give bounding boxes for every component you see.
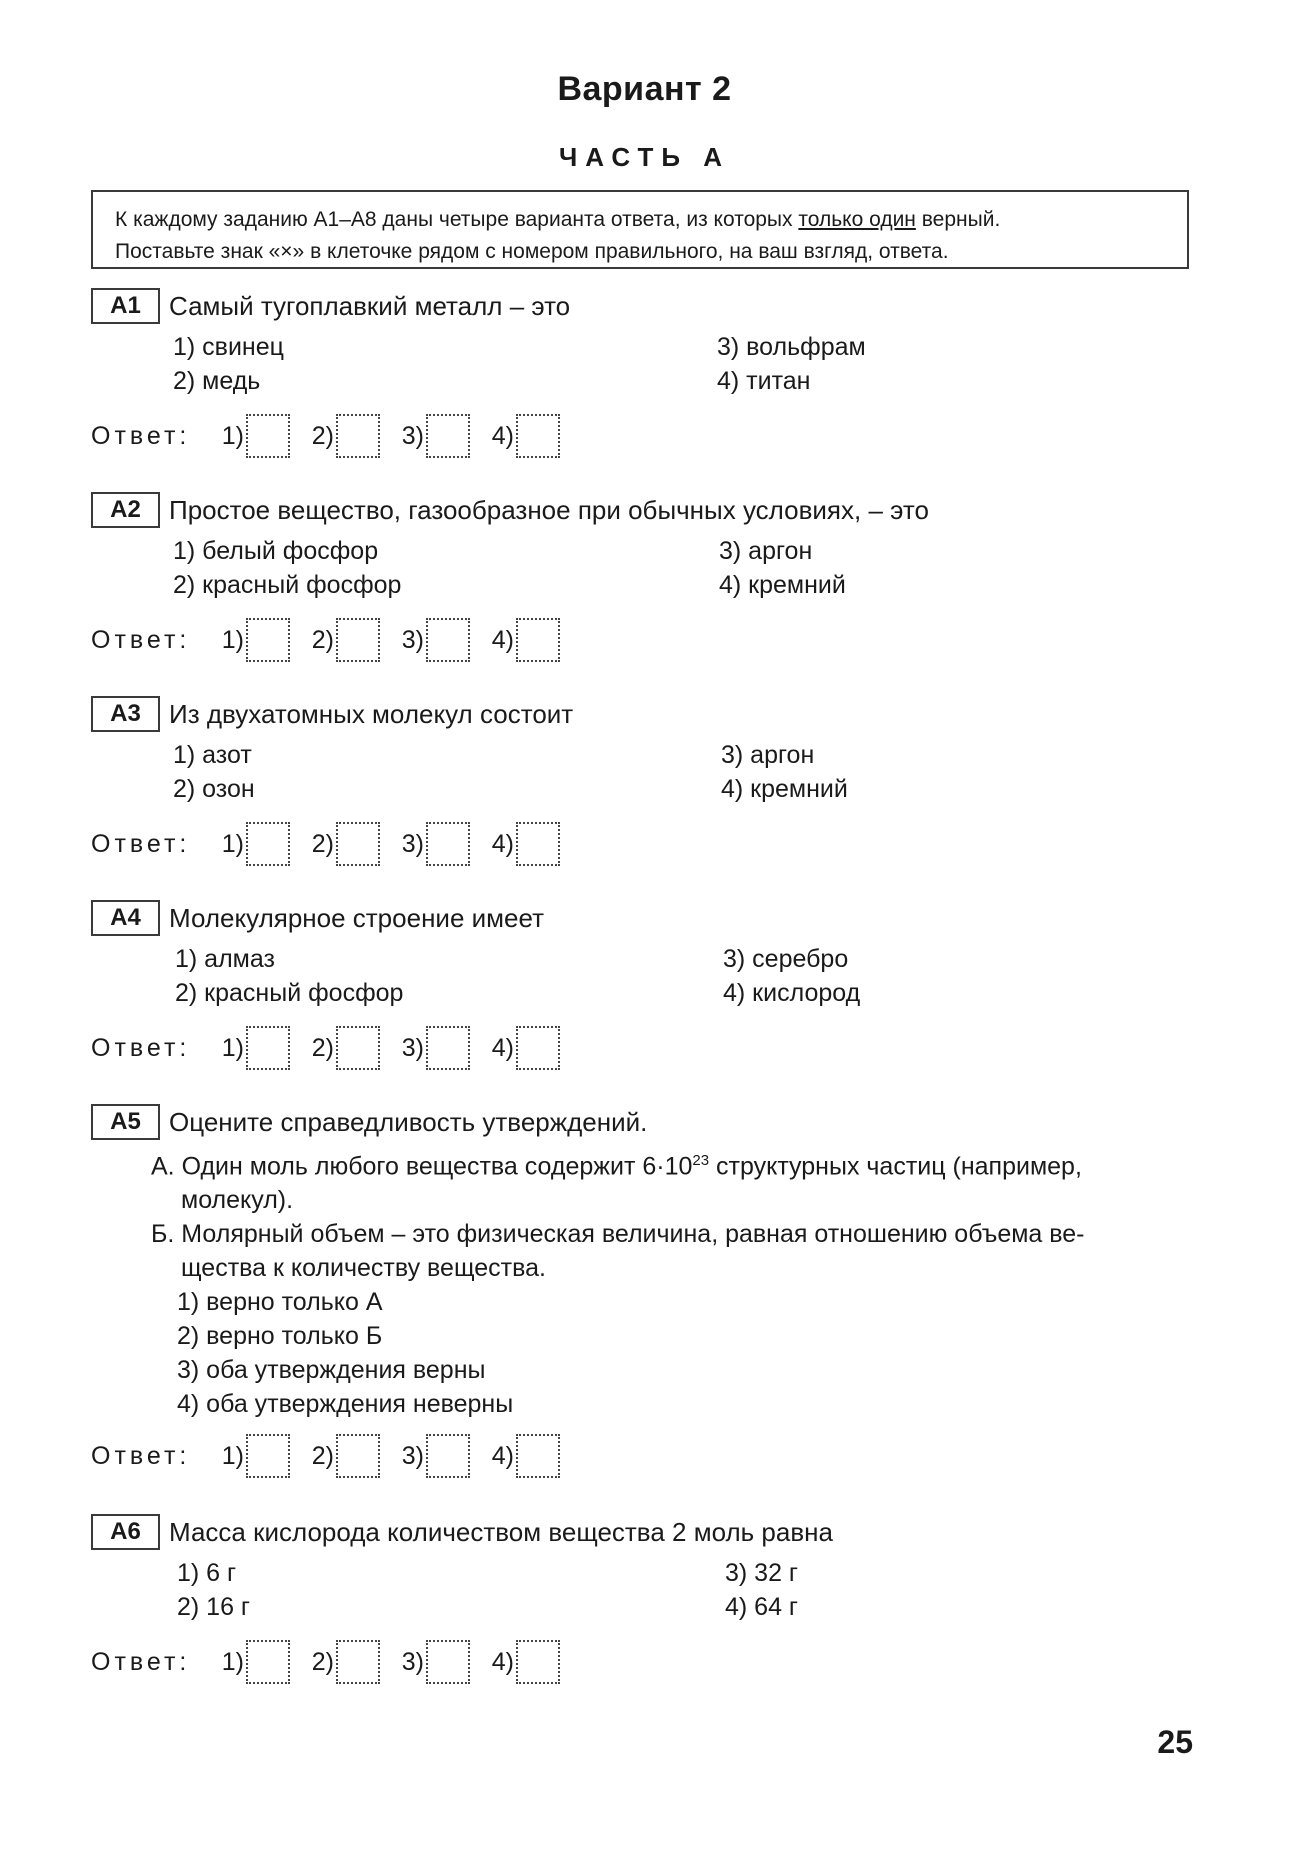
task-question: Оцените справедливость утверждений. bbox=[169, 1106, 648, 1137]
option-1: 1) 6 г bbox=[177, 1559, 237, 1587]
option-3: 3) вольфрам bbox=[717, 333, 866, 361]
task-a1 bbox=[91, 286, 1201, 459]
option-4: 4) оба утверждения неверны bbox=[177, 1390, 514, 1419]
answer-box-4[interactable] bbox=[516, 414, 560, 458]
option-4: 4) кремний bbox=[721, 775, 848, 803]
answer-row: Ответ: 1) 2) 3) 4) bbox=[91, 1025, 1201, 1071]
task-label: А5 bbox=[91, 1104, 160, 1140]
option-3: 3) оба утверждения верны bbox=[177, 1356, 486, 1385]
instruction-emphasis: только один bbox=[798, 208, 916, 231]
task-a6 bbox=[91, 1512, 1201, 1685]
task-a5 bbox=[91, 1102, 1201, 1479]
part-heading: ЧАСТЬ А bbox=[558, 142, 731, 172]
answer-box-2[interactable] bbox=[336, 414, 380, 458]
option-2: 2) медь bbox=[173, 367, 261, 395]
option-1: 1) алмаз bbox=[175, 945, 275, 973]
answer-box-1[interactable] bbox=[246, 618, 290, 662]
answer-box-2[interactable] bbox=[336, 822, 380, 866]
task-label: А2 bbox=[91, 492, 160, 528]
option-2: 2) красный фосфор bbox=[175, 979, 404, 1007]
task-question: Из двухатомных молекул состоит bbox=[169, 698, 574, 729]
option-3: 3) 32 г bbox=[725, 1559, 799, 1587]
answer-box-3[interactable] bbox=[426, 414, 470, 458]
option-2: 2) верно только Б bbox=[177, 1322, 383, 1351]
statement-b: Б. Молярный объем – это физическая величина, равная отношению объема ве- щества к количеству вещества. bbox=[151, 1220, 1085, 1283]
answer-box-2[interactable] bbox=[336, 1434, 380, 1478]
page-number: 25 bbox=[1157, 1724, 1193, 1760]
statement-a: А. Один моль любого вещества содержит $6\cdot 10^{23}$ структурных частиц (например, молекул). bbox=[151, 1152, 1082, 1215]
task-a2 bbox=[91, 490, 1201, 663]
answer-row: Ответ: 1) 2) 3) 4) bbox=[91, 617, 1201, 663]
answer-box-3[interactable] bbox=[426, 1640, 470, 1684]
answer-box-3[interactable] bbox=[426, 1434, 470, 1478]
answer-label: Ответ: bbox=[91, 1033, 191, 1062]
answer-label: Ответ: bbox=[91, 1441, 191, 1470]
task-question: Масса кислорода количеством вещества 2 моль равна bbox=[169, 1516, 833, 1547]
answer-box-1[interactable] bbox=[246, 1434, 290, 1478]
answer-box-1[interactable] bbox=[246, 414, 290, 458]
option-3: 3) серебро bbox=[723, 945, 849, 973]
answer-box-2[interactable] bbox=[336, 618, 380, 662]
answer-box-1[interactable] bbox=[246, 822, 290, 866]
option-1: 1) азот bbox=[173, 741, 252, 769]
option-1: 1) верно только А bbox=[177, 1288, 383, 1317]
option-1: 1) свинец bbox=[173, 333, 284, 361]
answer-row: Ответ: 1) 2) 3) 4) bbox=[91, 1433, 1201, 1479]
option-4: 4) кремний bbox=[719, 571, 846, 599]
task-label: А3 bbox=[91, 696, 160, 732]
instruction-line-2: Поставьте знак «×» в клеточке рядом с номером правильного, на ваш взгляд, ответа. bbox=[115, 240, 949, 263]
answer-box-4[interactable] bbox=[516, 618, 560, 662]
option-3: 3) аргон bbox=[721, 741, 815, 769]
task-label: А1 bbox=[91, 288, 160, 324]
answer-box-4[interactable] bbox=[516, 1434, 560, 1478]
option-3: 3) аргон bbox=[719, 537, 813, 565]
answer-box-3[interactable] bbox=[426, 1026, 470, 1070]
answer-box-3[interactable] bbox=[426, 618, 470, 662]
option-4: 4) кислород bbox=[723, 979, 861, 1007]
instruction-line-1: К каждому заданию А1–А8 даны четыре варианта ответа, из которых только один верный. bbox=[115, 208, 1001, 231]
answer-row: Ответ: 1) 2) 3) 4) bbox=[91, 821, 1201, 867]
answer-label: Ответ: bbox=[91, 625, 191, 654]
option-1: 1) белый фосфор bbox=[173, 537, 379, 565]
answer-label: Ответ: bbox=[91, 421, 191, 450]
answer-label: Ответ: bbox=[91, 1647, 191, 1676]
answer-box-4[interactable] bbox=[516, 1640, 560, 1684]
page-title: Вариант 2 bbox=[557, 70, 732, 108]
answer-row: Ответ: 1) 2) 3) 4) bbox=[91, 1639, 1201, 1685]
answer-box-1[interactable] bbox=[246, 1640, 290, 1684]
task-a4 bbox=[91, 898, 1201, 1071]
task-label: А6 bbox=[91, 1514, 160, 1550]
answer-box-1[interactable] bbox=[246, 1026, 290, 1070]
answer-box-2[interactable] bbox=[336, 1026, 380, 1070]
options-list bbox=[177, 1285, 1212, 1421]
answer-box-4[interactable] bbox=[516, 822, 560, 866]
answer-box-4[interactable] bbox=[516, 1026, 560, 1070]
option-4: 4) титан bbox=[717, 367, 811, 395]
task-label: А4 bbox=[91, 900, 160, 936]
option-2: 2) 16 г bbox=[177, 1593, 251, 1621]
task-question: Самый тугоплавкий металл – это bbox=[169, 290, 571, 321]
answer-box-3[interactable] bbox=[426, 822, 470, 866]
task-question: Молекулярное строение имеет bbox=[169, 902, 544, 933]
instruction-box bbox=[91, 190, 1189, 269]
answer-row: Ответ: 1) 2) 3) 4) bbox=[91, 413, 1201, 459]
answer-box-2[interactable] bbox=[336, 1640, 380, 1684]
task-question: Простое вещество, газообразное при обычных условиях, – это bbox=[169, 494, 929, 525]
option-4: 4) 64 г bbox=[725, 1593, 799, 1621]
task-a3 bbox=[91, 694, 1201, 867]
answer-label: Ответ: bbox=[91, 829, 191, 858]
option-2: 2) красный фосфор bbox=[173, 571, 402, 599]
option-2: 2) озон bbox=[173, 775, 255, 803]
